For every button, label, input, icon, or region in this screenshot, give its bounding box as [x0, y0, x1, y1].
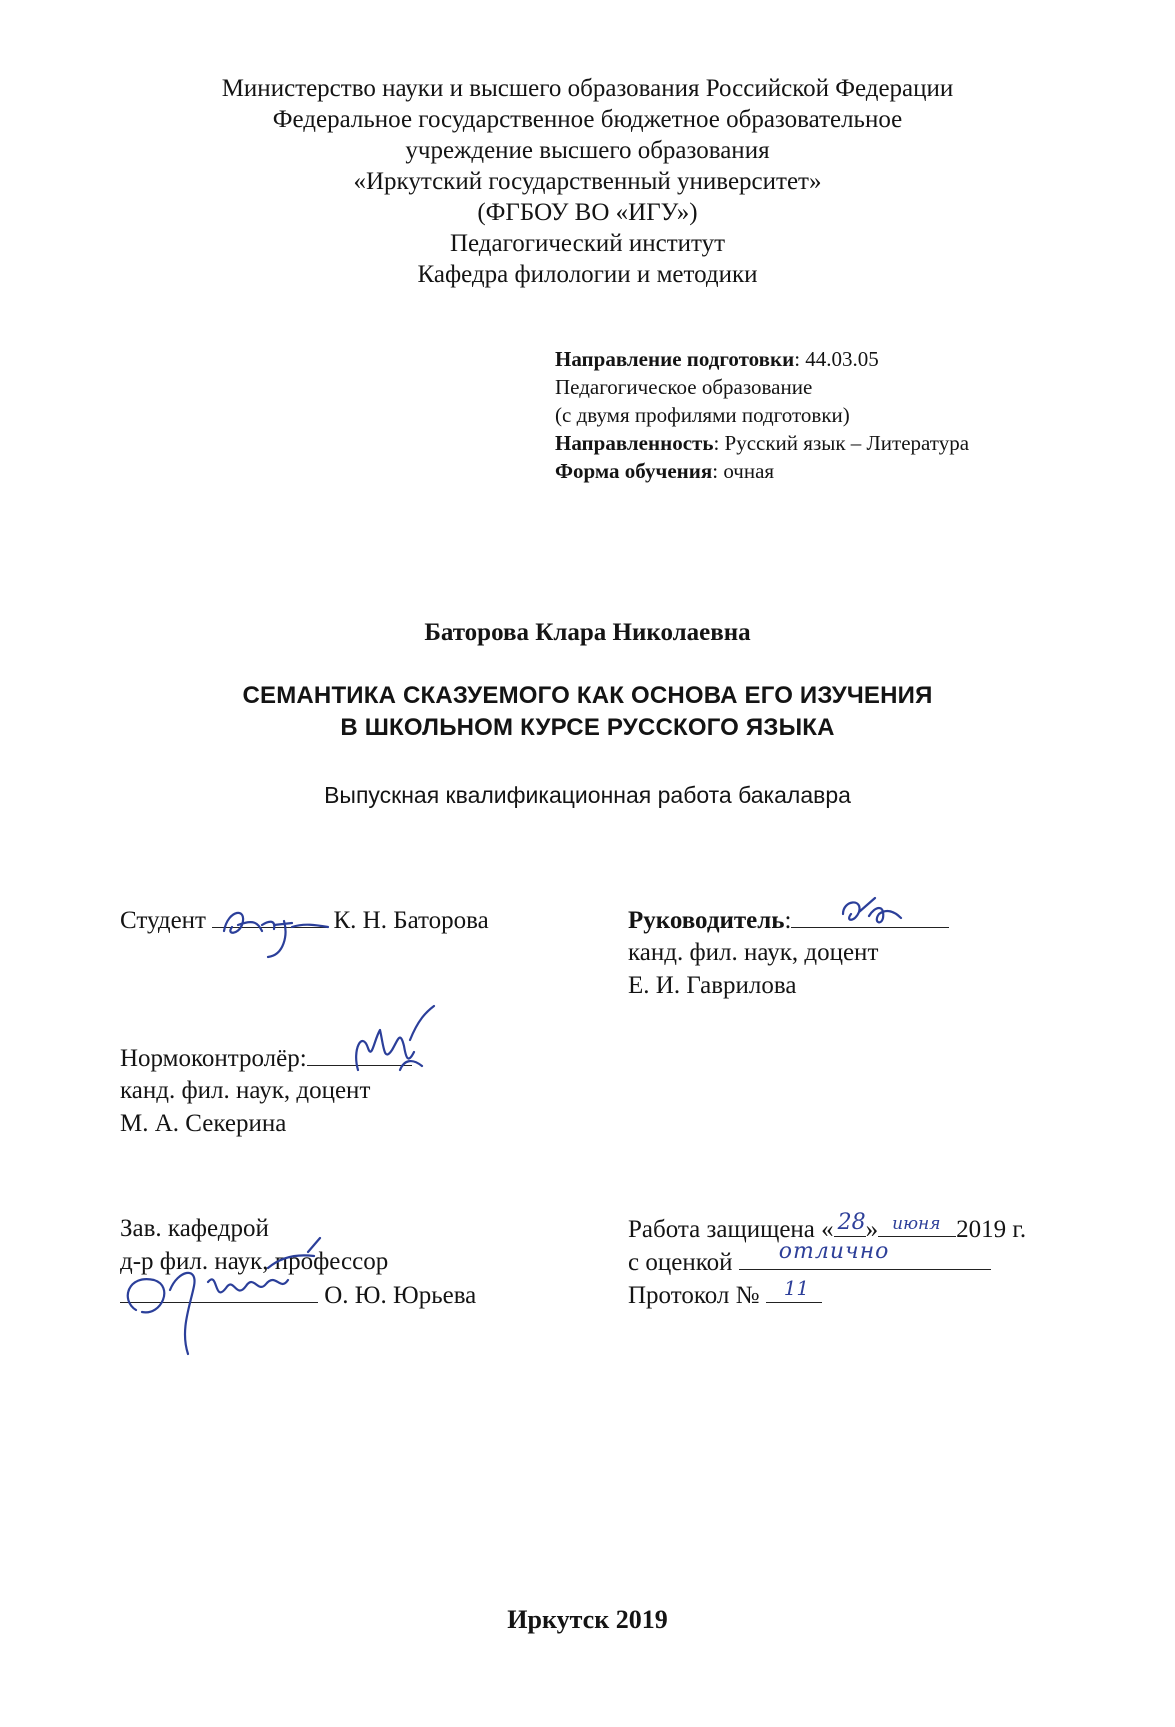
program-form — [555, 457, 774, 485]
head-line — [120, 1278, 476, 1312]
supervisor-line — [628, 903, 949, 937]
thesis-title-line2: В ШКОЛЬНОМ КУРСЕ РУССКОГО ЯЗЫКА — [340, 714, 835, 741]
work-type: Выпускная квалификационная работа бакалавра — [324, 782, 851, 808]
direction-value: : 44.03.05 — [794, 347, 879, 371]
normcontrol-line — [120, 1041, 412, 1075]
focus-label: Направленность — [555, 431, 714, 455]
program-direction — [555, 345, 879, 373]
program-direction-line3: (с двумя профилями подготовки) — [555, 403, 850, 427]
program-focus — [555, 429, 969, 457]
head-signature-line — [120, 1278, 318, 1303]
protocol-label: Протокол № — [628, 1282, 760, 1309]
grade-line — [628, 1239, 991, 1279]
header-institution: учреждение высшего образования — [405, 137, 770, 164]
grade-label: с оценкой — [628, 1249, 733, 1276]
program-direction-line2: Педагогическое образование — [555, 375, 813, 399]
focus-value: : Русский язык – Литература — [713, 431, 970, 455]
protocol-line — [628, 1278, 822, 1312]
head-label: Зав. кафедрой — [120, 1215, 269, 1242]
defense-month: июня — [892, 1214, 941, 1234]
supervisor-name: Е. И. Гаврилова — [628, 972, 797, 999]
student-signature-line — [212, 903, 327, 928]
grade-value: отлично — [778, 1239, 890, 1264]
header-institute: Педагогический институт — [449, 230, 726, 257]
supervisor-signature-line — [791, 903, 949, 928]
defense-prefix: Работа защищена « — [628, 1216, 834, 1243]
normcontrol-label: Нормоконтролёр: — [120, 1045, 307, 1072]
header-ministry: Министерство науки и высшего образования Российской Федерации — [221, 75, 954, 102]
supervisor-colon: : — [784, 907, 792, 934]
grade-field — [739, 1239, 991, 1270]
head-degree: д-р фил. наук, профессор — [120, 1248, 389, 1275]
form-value: : очная — [712, 459, 775, 483]
form-label: Форма обучения — [555, 459, 713, 483]
thesis-title-line1: СЕМАНТИКА СКАЗУЕМОГО КАК ОСНОВА ЕГО ИЗУЧЕНИЯ — [242, 682, 933, 709]
footer-city-year: Иркутск 2019 — [507, 1605, 668, 1634]
student-name: К. Н. Баторова — [333, 907, 489, 934]
direction-label: Направление подготовки — [555, 347, 795, 371]
defense-month-field — [878, 1212, 956, 1237]
header-university: «Иркутский государственный университет» — [353, 168, 822, 195]
header-federal: Федеральное государственное бюджетное образовательное — [272, 106, 903, 133]
protocol-field — [766, 1278, 822, 1303]
header-abbreviation: (ФГБОУ ВО «ИГУ») — [477, 199, 698, 226]
defense-year: 2019 г. — [956, 1216, 1027, 1243]
supervisor-degree: канд. фил. наук, доцент — [628, 939, 879, 966]
author-name: Баторова Клара Николаевна — [424, 619, 751, 646]
normcontrol-signature-line — [307, 1041, 412, 1066]
defense-day: 28 — [837, 1210, 866, 1235]
student-label: Студент — [120, 907, 206, 934]
defense-mid: » — [865, 1216, 879, 1243]
protocol-number: 11 — [783, 1276, 810, 1300]
normcontrol-degree: канд. фил. наук, доцент — [120, 1077, 371, 1104]
student-line — [120, 903, 489, 937]
header-department: Кафедра филологии и методики — [417, 261, 758, 288]
head-name: О. Ю. Юрьева — [324, 1282, 477, 1309]
supervisor-label: Руководитель — [628, 907, 785, 934]
defense-day-field — [834, 1212, 866, 1237]
normcontrol-name: М. А. Секерина — [120, 1110, 287, 1137]
